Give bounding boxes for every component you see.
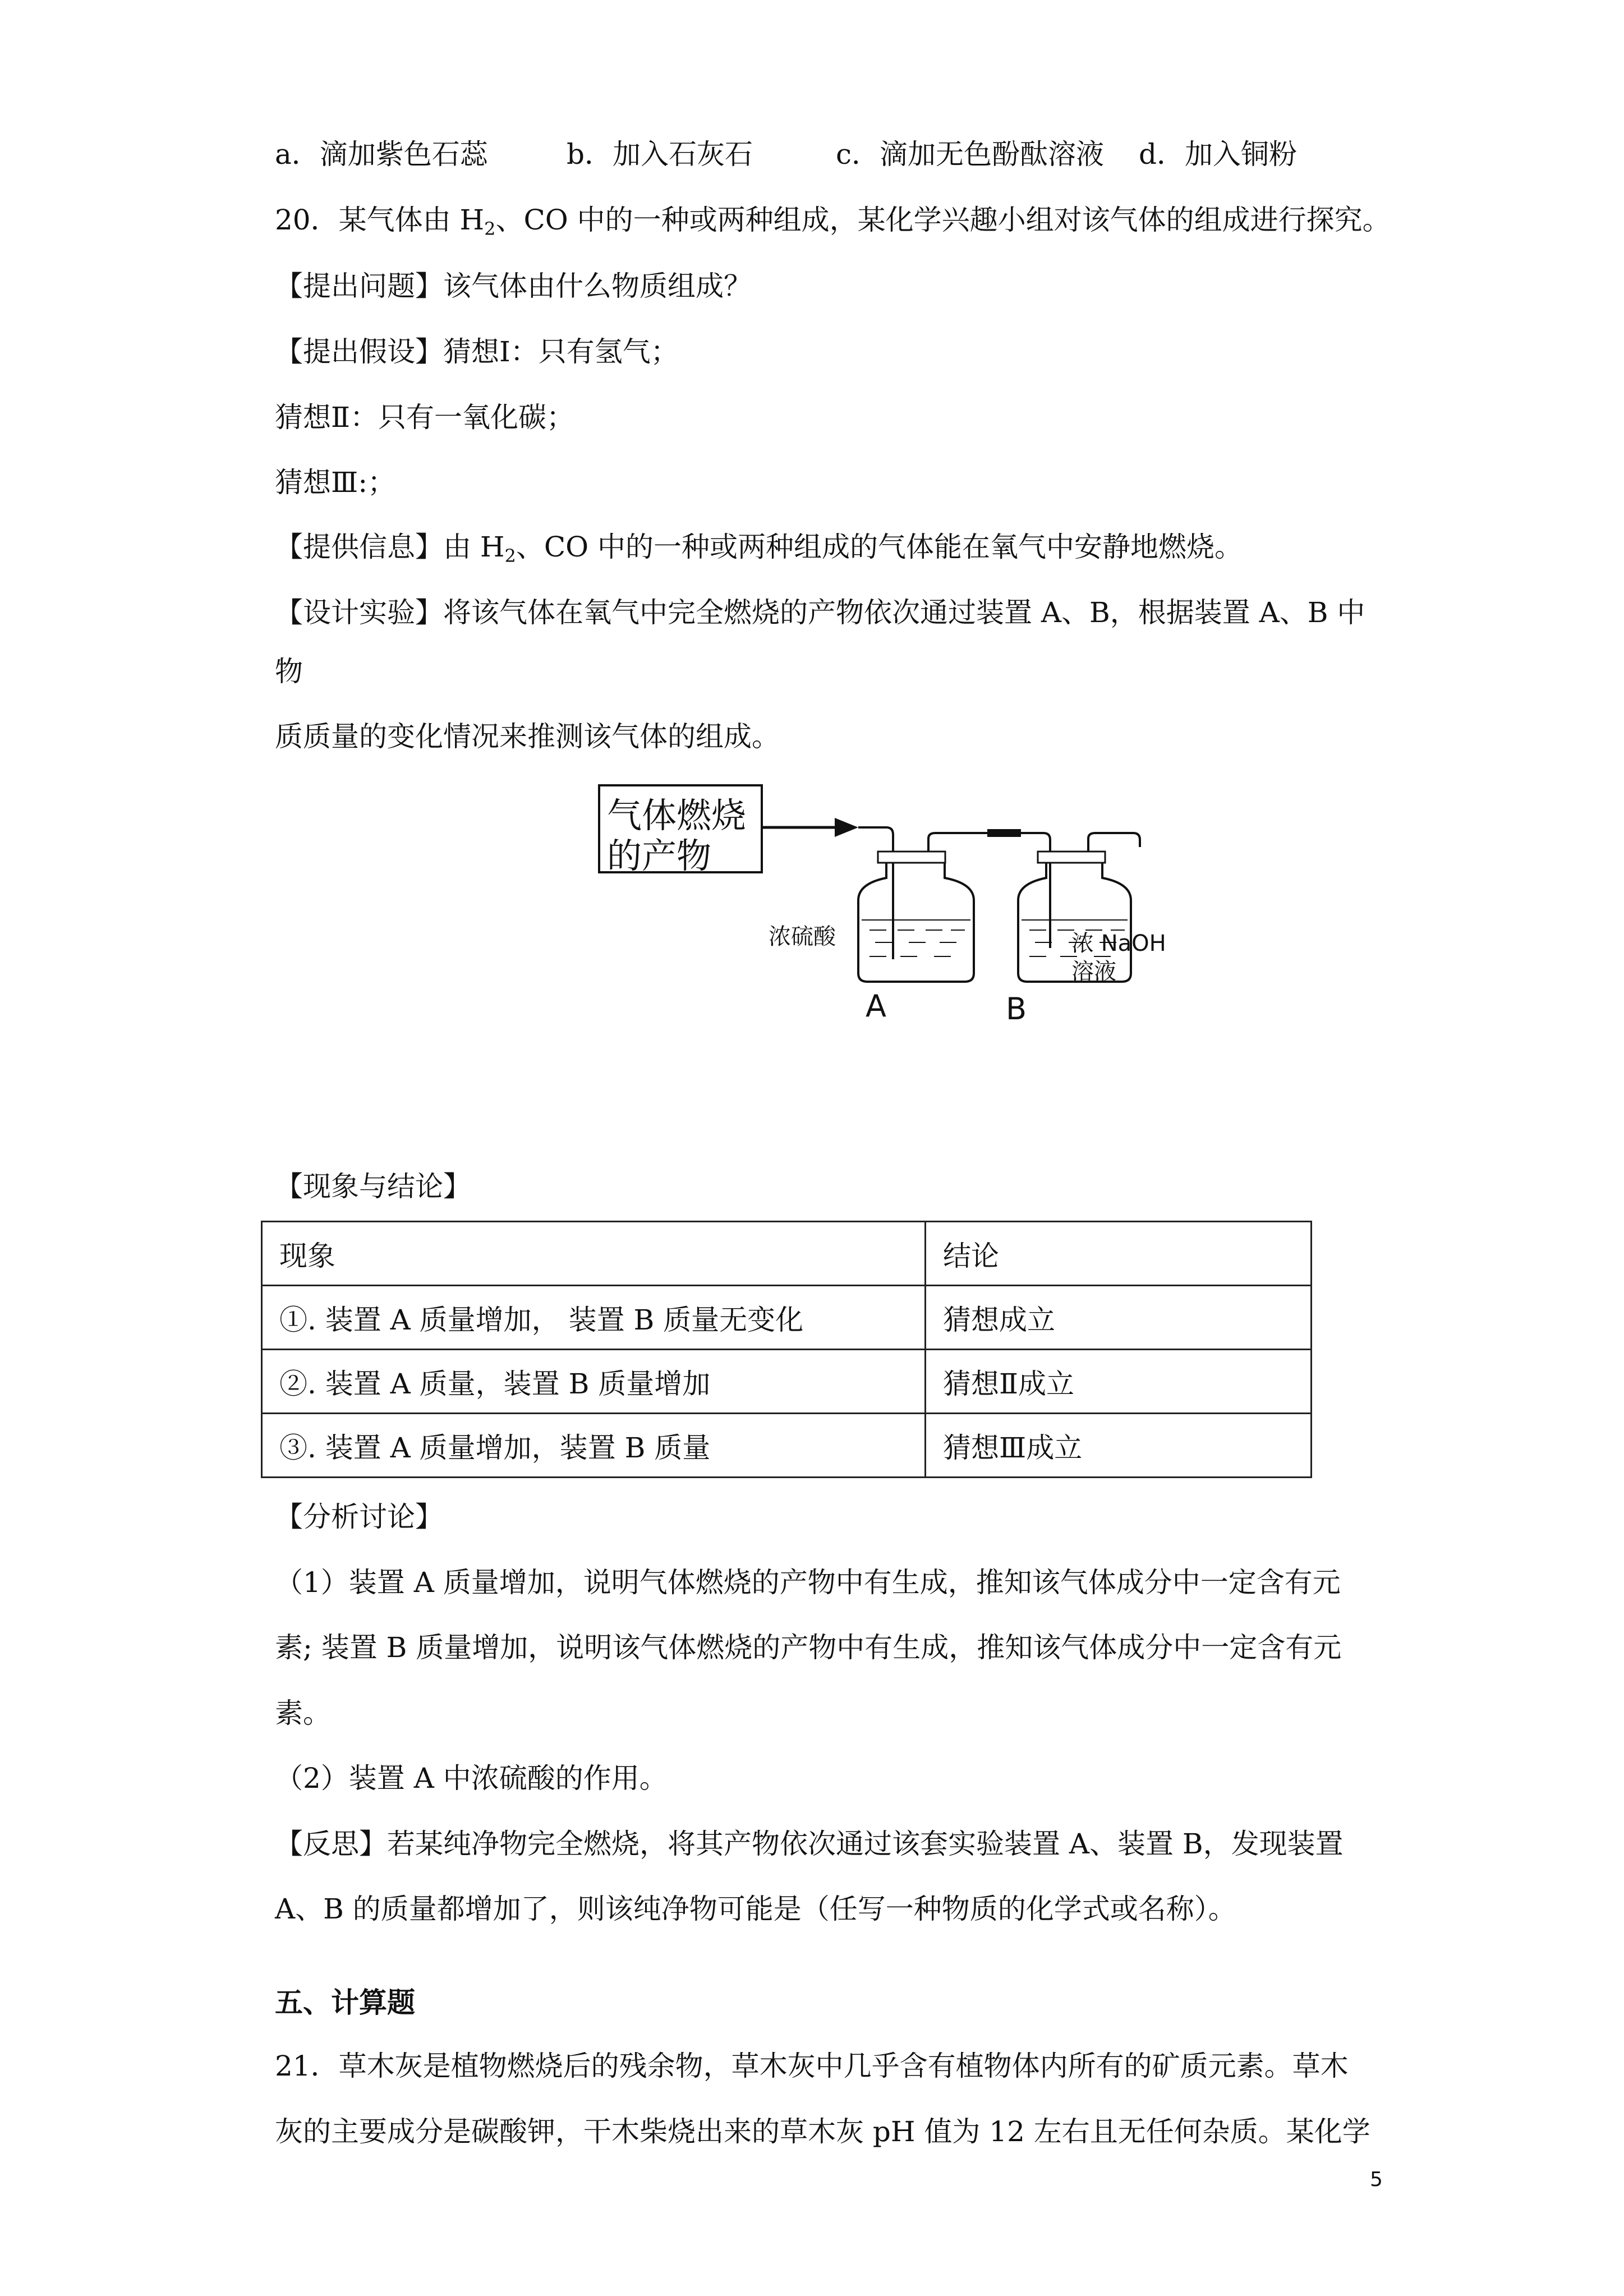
label-concentrated-sulfuric-acid: 浓硫酸 (769, 924, 836, 950)
option-d: d．加入铜粉 (1139, 138, 1298, 171)
results-heading: 【现象与结论】 (275, 1170, 471, 1203)
q20-intro: 20．某气体由 $H_2$、CO 中的一种或两种组成，某化学兴趣小组对该气体的组成进行探究。 (275, 204, 1391, 240)
bottle-a (858, 833, 987, 982)
diagram-box-line-1: 气体燃烧 (607, 795, 747, 836)
q21-line-1: 21．草木灰是植物燃烧后的残余物，草木灰中几乎含有植物体内所有的矿质元素。草木 (275, 2050, 1349, 2082)
label-naoh-line-1: 浓 NaOH (1071, 931, 1166, 956)
table-cell-conclusion: 猜想Ⅲ成立 (926, 1414, 1312, 1478)
reflection-line-1: 【反思】若某纯净物完全燃烧，将其产物依次通过该套实验装置 A、装置 B，发现装置 (275, 1828, 1344, 1860)
results-table (261, 1221, 1312, 1478)
table-header-row (262, 1222, 1312, 1286)
table-cell-phenomenon: ②. 装置 A 质量，装置 B 质量增加 (262, 1350, 926, 1414)
rubber-connector (987, 829, 1021, 837)
analysis-p1-line-1: （1）装置 A 质量增加，说明气体燃烧的产物中有生成，推知该气体成分中一定含有元 (275, 1566, 1341, 1599)
q20-design-line-1: 【设计实验】将该气体在氧气中完全燃烧的产物依次通过装置 A、B，根据装置 A、B 中 (275, 596, 1365, 629)
option-b: b．加入石灰石 (567, 138, 753, 171)
analysis-p1-line-3: 素。 (275, 1697, 331, 1729)
q21-line-2: 灰的主要成分是碳酸钾，干木柴烧出来的草木灰 pH 值为 12 左右且无任何杂质。某化学 (275, 2115, 1370, 2148)
table-cell-conclusion: 猜想成立 (926, 1286, 1312, 1350)
q20-guess-3: 猜想Ⅲ:； (275, 466, 396, 499)
options-line (275, 137, 1297, 171)
diagram-box-line-2: 的产物 (607, 835, 712, 876)
q20-hypothesis: 【提出假设】猜想Ⅰ：只有氢气； (275, 335, 679, 368)
table-header-phenomenon: 现象 (262, 1222, 926, 1286)
q20-info: 【提供信息】由 $H_2$、CO 中的一种或两种组成的气体能在氧气中安静地燃烧。 (275, 531, 1243, 567)
table-cell-phenomenon: ③. 装置 A 质量增加，装置 B 质量 (262, 1414, 926, 1478)
table-cell-conclusion: 猜想Ⅱ成立 (926, 1350, 1312, 1414)
label-bottle-b: B (1006, 991, 1027, 1027)
table-header-conclusion: 结论 (926, 1222, 1312, 1286)
table-cell-phenomenon: ①. 装置 A 质量增加， 装置 B 质量无变化 (262, 1286, 926, 1350)
q20-design-line-2: 物 (275, 655, 303, 688)
apparatus-diagram (595, 780, 1178, 1038)
analysis-p1-line-2: 素; 装置 B 质量增加，说明该气体燃烧的产物中有生成，推知该气体成分中一定含有元 (275, 1631, 1342, 1664)
reflection-line-2: A、B 的质量都增加了，则该纯净物可能是（任写一种物质的化学式或名称）。 (275, 1893, 1236, 1925)
analysis-p2: （2）装置 A 中浓硫酸的作用。 (275, 1762, 668, 1795)
q20-design-line-3: 质质量的变化情况来推测该气体的组成。 (275, 720, 780, 753)
label-bottle-a: A (866, 988, 886, 1024)
tube-in-a (858, 827, 893, 912)
subscript-2: 2 (484, 218, 496, 240)
section-title: 五、计算题 (275, 1986, 415, 2019)
subscript-2: 2 (504, 545, 516, 567)
analysis-heading: 【分析讨论】 (275, 1501, 443, 1533)
table-row (262, 1350, 1312, 1414)
label-naoh-line-2: 溶液 (1071, 959, 1116, 984)
page-number: 5 (1370, 2168, 1383, 2191)
arrow-head (835, 818, 858, 837)
table-row (262, 1414, 1312, 1478)
option-a: a．滴加紫色石蕊 (275, 138, 488, 171)
table-row (262, 1286, 1312, 1350)
q20-problem: 【提出问题】该气体由什么物质组成？ (275, 270, 752, 302)
q20-guess-2: 猜想Ⅱ：只有一氧化碳； (275, 401, 574, 434)
option-c: c．滴加无色酚酞溶液 (836, 138, 1105, 171)
